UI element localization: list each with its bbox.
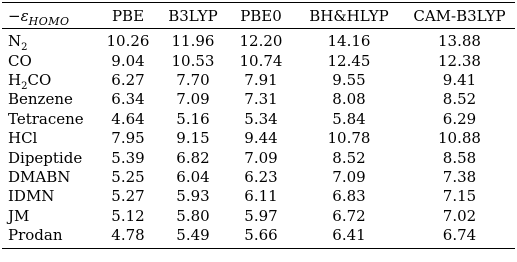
- value-cell-pbe: 4.64: [111, 109, 145, 128]
- table-row: [2, 168, 515, 187]
- table-row: [2, 51, 515, 70]
- molecule-name: JM: [8, 206, 30, 225]
- value-cell-pbe: 9.04: [111, 51, 145, 70]
- value-cell-pbe0: 6.11: [244, 187, 278, 206]
- value-cell-bhhlyp: 9.55: [332, 70, 366, 89]
- molecule-name: DMABN: [8, 167, 71, 186]
- table-row: [2, 71, 515, 90]
- value-cell-cam-b3lyp: 8.52: [442, 90, 477, 109]
- table-row: [2, 187, 515, 206]
- molecule-subscript: 2: [21, 42, 28, 54]
- value-cell-pbe0: 10.74: [239, 51, 283, 70]
- value-cell-pbe0: 7.91: [244, 70, 278, 89]
- value-cell-cam-b3lyp: 12.38: [438, 51, 481, 70]
- molecule-name: Prodan: [8, 226, 63, 245]
- value-cell-b3lyp: 5.49: [176, 226, 210, 245]
- table-row: [2, 110, 515, 129]
- molecule-name: Tetracene: [8, 109, 84, 128]
- molecule-name-cell: [2, 51, 98, 70]
- value-cell-bhhlyp: 12.45: [327, 51, 371, 70]
- value-cell-bhhlyp: 8.52: [332, 148, 366, 167]
- molecule-name: HCl: [8, 129, 38, 148]
- value-cell-bhhlyp: 8.08: [332, 90, 366, 109]
- header-row: [2, 3, 515, 29]
- value-cell-cam-b3lyp: 7.15: [442, 187, 477, 206]
- molecule-name-cell: [2, 148, 98, 167]
- molecule-name: CO: [8, 51, 32, 70]
- homo-energy-table-container: [2, 2, 515, 249]
- table-row: [2, 90, 515, 109]
- value-cell-cam-b3lyp: 6.29: [442, 109, 477, 128]
- value-cell-cam-b3lyp: 6.74: [442, 226, 477, 245]
- value-cell-cam-b3lyp: 7.02: [442, 206, 477, 225]
- value-cell-b3lyp: 5.93: [176, 187, 210, 206]
- value-cell-bhhlyp: 6.83: [332, 187, 366, 206]
- header-quantity-prefix: −: [8, 6, 21, 25]
- value-cell-b3lyp: 11.96: [171, 32, 215, 51]
- header-functional-pbe0: PBE0: [240, 6, 282, 25]
- value-cell-cam-b3lyp: 7.38: [442, 167, 477, 186]
- molecule-name-cell: [2, 168, 98, 187]
- value-cell-pbe: 5.25: [111, 167, 145, 186]
- molecule-name-cell: [2, 129, 98, 148]
- value-cell-pbe0: 9.44: [244, 129, 278, 148]
- value-cell-cam-b3lyp: 10.88: [438, 129, 481, 148]
- value-cell-bhhlyp: 7.09: [332, 167, 366, 186]
- value-cell-pbe0: 5.34: [244, 109, 278, 128]
- molecule-name-cell: [2, 71, 98, 90]
- value-cell-cam-b3lyp: 9.41: [442, 70, 477, 89]
- value-cell-cam-b3lyp: 13.88: [438, 32, 481, 51]
- value-cell-b3lyp: 5.80: [176, 206, 210, 225]
- value-cell-bhhlyp: 6.41: [332, 226, 366, 245]
- value-cell-pbe: 7.95: [111, 129, 145, 148]
- value-cell-bhhlyp: 14.16: [327, 32, 371, 51]
- value-cell-b3lyp: 9.15: [176, 129, 210, 148]
- header-quantity-subscript: HOMO: [28, 14, 70, 28]
- header-functional-cam-b3lyp: CAM-B3LYP: [413, 6, 506, 25]
- table-row: [2, 148, 515, 167]
- value-cell-bhhlyp: 6.72: [332, 206, 366, 225]
- value-cell-b3lyp: 10.53: [171, 51, 215, 70]
- value-cell-pbe0: 5.97: [244, 206, 278, 225]
- header-functional-b3lyp: B3LYP: [168, 6, 218, 25]
- value-cell-pbe: 10.26: [106, 32, 150, 51]
- value-cell-pbe0: 6.23: [244, 167, 278, 186]
- table-body: [2, 29, 515, 249]
- molecule-name-cell: [2, 29, 98, 52]
- value-cell-b3lyp: 7.70: [176, 70, 210, 89]
- value-cell-b3lyp: 7.09: [176, 90, 210, 109]
- value-cell-pbe: 4.78: [111, 226, 145, 245]
- table-header: [2, 3, 515, 29]
- value-cell-pbe0: 12.20: [239, 32, 283, 51]
- header-quantity: [2, 3, 98, 29]
- value-cell-bhhlyp: 5.84: [332, 109, 366, 128]
- table-row: [2, 207, 515, 226]
- value-cell-pbe: 5.12: [111, 206, 145, 225]
- header-functional-bhhlyp: BH&HLYP: [309, 6, 389, 25]
- molecule-name: H: [8, 70, 22, 89]
- value-cell-b3lyp: 6.82: [176, 148, 210, 167]
- molecule-name-tail: CO: [27, 70, 52, 89]
- value-cell-pbe0: 5.66: [244, 226, 278, 245]
- molecule-name: Benzene: [8, 90, 73, 109]
- molecule-name: IDMN: [8, 187, 55, 206]
- value-cell-pbe0: 7.31: [244, 90, 278, 109]
- molecule-name-cell: [2, 90, 98, 109]
- molecule-subscript: 2: [21, 80, 28, 92]
- molecule-name: Dipeptide: [8, 148, 83, 167]
- header-quantity-symbol: ε: [20, 6, 29, 25]
- table-row: [2, 29, 515, 52]
- molecule-name-cell: [2, 110, 98, 129]
- value-cell-bhhlyp: 10.78: [327, 129, 371, 148]
- value-cell-pbe: 6.34: [111, 90, 145, 109]
- value-cell-pbe: 6.27: [111, 70, 145, 89]
- value-cell-cam-b3lyp: 8.58: [442, 148, 477, 167]
- value-cell-b3lyp: 5.16: [176, 109, 210, 128]
- table-row: [2, 129, 515, 148]
- value-cell-pbe: 5.27: [111, 187, 145, 206]
- value-cell-b3lyp: 6.04: [176, 167, 210, 186]
- homo-energy-table: [2, 2, 515, 249]
- molecule-name-cell: [2, 187, 98, 206]
- molecule-name: N: [8, 32, 22, 51]
- header-functional-pbe: PBE: [111, 6, 145, 25]
- value-cell-pbe: 5.39: [111, 148, 145, 167]
- value-cell-pbe0: 7.09: [244, 148, 278, 167]
- table-row: [2, 226, 515, 249]
- molecule-name-cell: [2, 226, 98, 249]
- molecule-name-cell: [2, 207, 98, 226]
